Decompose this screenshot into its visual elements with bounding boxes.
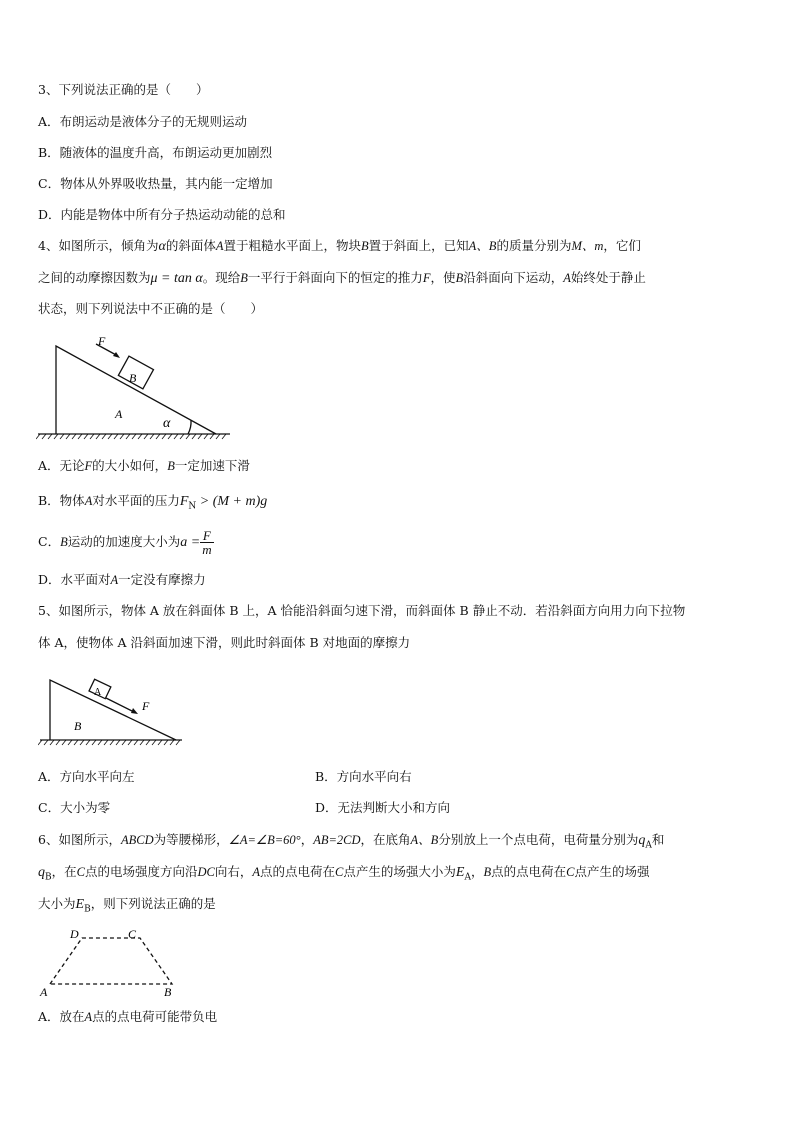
q4-figure-label-B: B: [129, 371, 137, 385]
q6-figure-label-A: A: [40, 985, 48, 999]
q6-trapezoid-figure: [36, 922, 186, 1000]
q3-option-c: C．物体从外界吸收热量，其内能一定增加: [38, 176, 273, 191]
q4-figure-label-A: A: [115, 407, 123, 421]
q4-figure-label-F: F: [98, 334, 106, 348]
q5-figure-label-F: F: [142, 699, 150, 713]
q6-figure-label-D: D: [70, 927, 79, 941]
acceleration-fraction: $\frac{F}{m}$: [202, 528, 212, 557]
q6-stem-line3: 大小为$E_B$，则下列说法正确的是: [38, 896, 216, 915]
q5-option-b: B．方向水平向右: [315, 769, 412, 784]
q4-incline-figure: [36, 334, 236, 440]
q6-figure-label-C: C: [128, 927, 137, 941]
q6-stem-line1: 6、如图所示，ABCD为等腰梯形，∠A=∠B=60°，AB=2CD，在底角A、B分别放上一个点电荷，电荷量分别为$q_A$和: [38, 832, 665, 851]
q5-stem-line1: 5、如图所示，物体 A 放在斜面体 B 上，A 恰能沿斜面匀速下滑，而斜面体 B 静止不动．若沿斜面方向用力向下拉物: [38, 603, 686, 618]
q5-incline-figure: [38, 674, 188, 746]
q6-figure-label-B: B: [164, 985, 172, 999]
q5-option-d: D．无法判断大小和方向: [315, 800, 451, 815]
q4-stem-line1: 4、如图所示，倾角为α的斜面体A置于粗糙水平面上，物块B置于斜面上，已知A、B的质量分别为M、m，它们: [38, 238, 641, 254]
q4-option-a: A．无论F的大小如何，B一定加速下滑: [38, 458, 250, 473]
q4-option-b: B．物体A对水平面的压力$F_N > (M + m)g$: [38, 493, 268, 512]
q4-option-c: C．B运动的加速度大小为a = $\frac{F}{m}$: [38, 528, 212, 557]
q4-stem-line2: 之间的动摩擦因数为μ = tan α。现给B一平行于斜面向下的恒定的推力F，使B沿斜面向下运动，A始终处于静止: [38, 270, 646, 286]
q5-figure-label-B: B: [74, 719, 82, 733]
q5-figure-label-A: A: [94, 687, 102, 698]
q5-option-c: C．大小为零: [38, 800, 111, 815]
q5-option-a: A．方向水平向左: [38, 769, 135, 784]
q6-stem-line2: $q_B$，在C点的电场强度方向沿DC向右，A点的点电荷在C点产生的场强大小为$E_A$，B点的点电荷在C点产生的场强: [38, 864, 650, 883]
q4-option-d: D．水平面对A一定没有摩擦力: [38, 572, 206, 587]
q4-figure-label-alpha: α: [163, 416, 171, 431]
q3-option-b: B．随液体的温度升高，布朗运动更加剧烈: [38, 145, 273, 160]
q3-stem: 3、下列说法正确的是（ ）: [38, 82, 209, 97]
q3-option-d: D．内能是物体中所有分子热运动动能的总和: [38, 207, 286, 222]
q6-option-a: A．放在A点的点电荷可能带负电: [38, 1009, 218, 1024]
q4-stem-line3: 状态，则下列说法中不正确的是（ ）: [38, 301, 264, 316]
q3-option-a: A．布朗运动是液体分子的无规则运动: [38, 114, 248, 129]
q5-stem-line2: 体 A，使物体 A 沿斜面加速下滑，则此时斜面体 B 对地面的摩擦力: [38, 635, 411, 650]
